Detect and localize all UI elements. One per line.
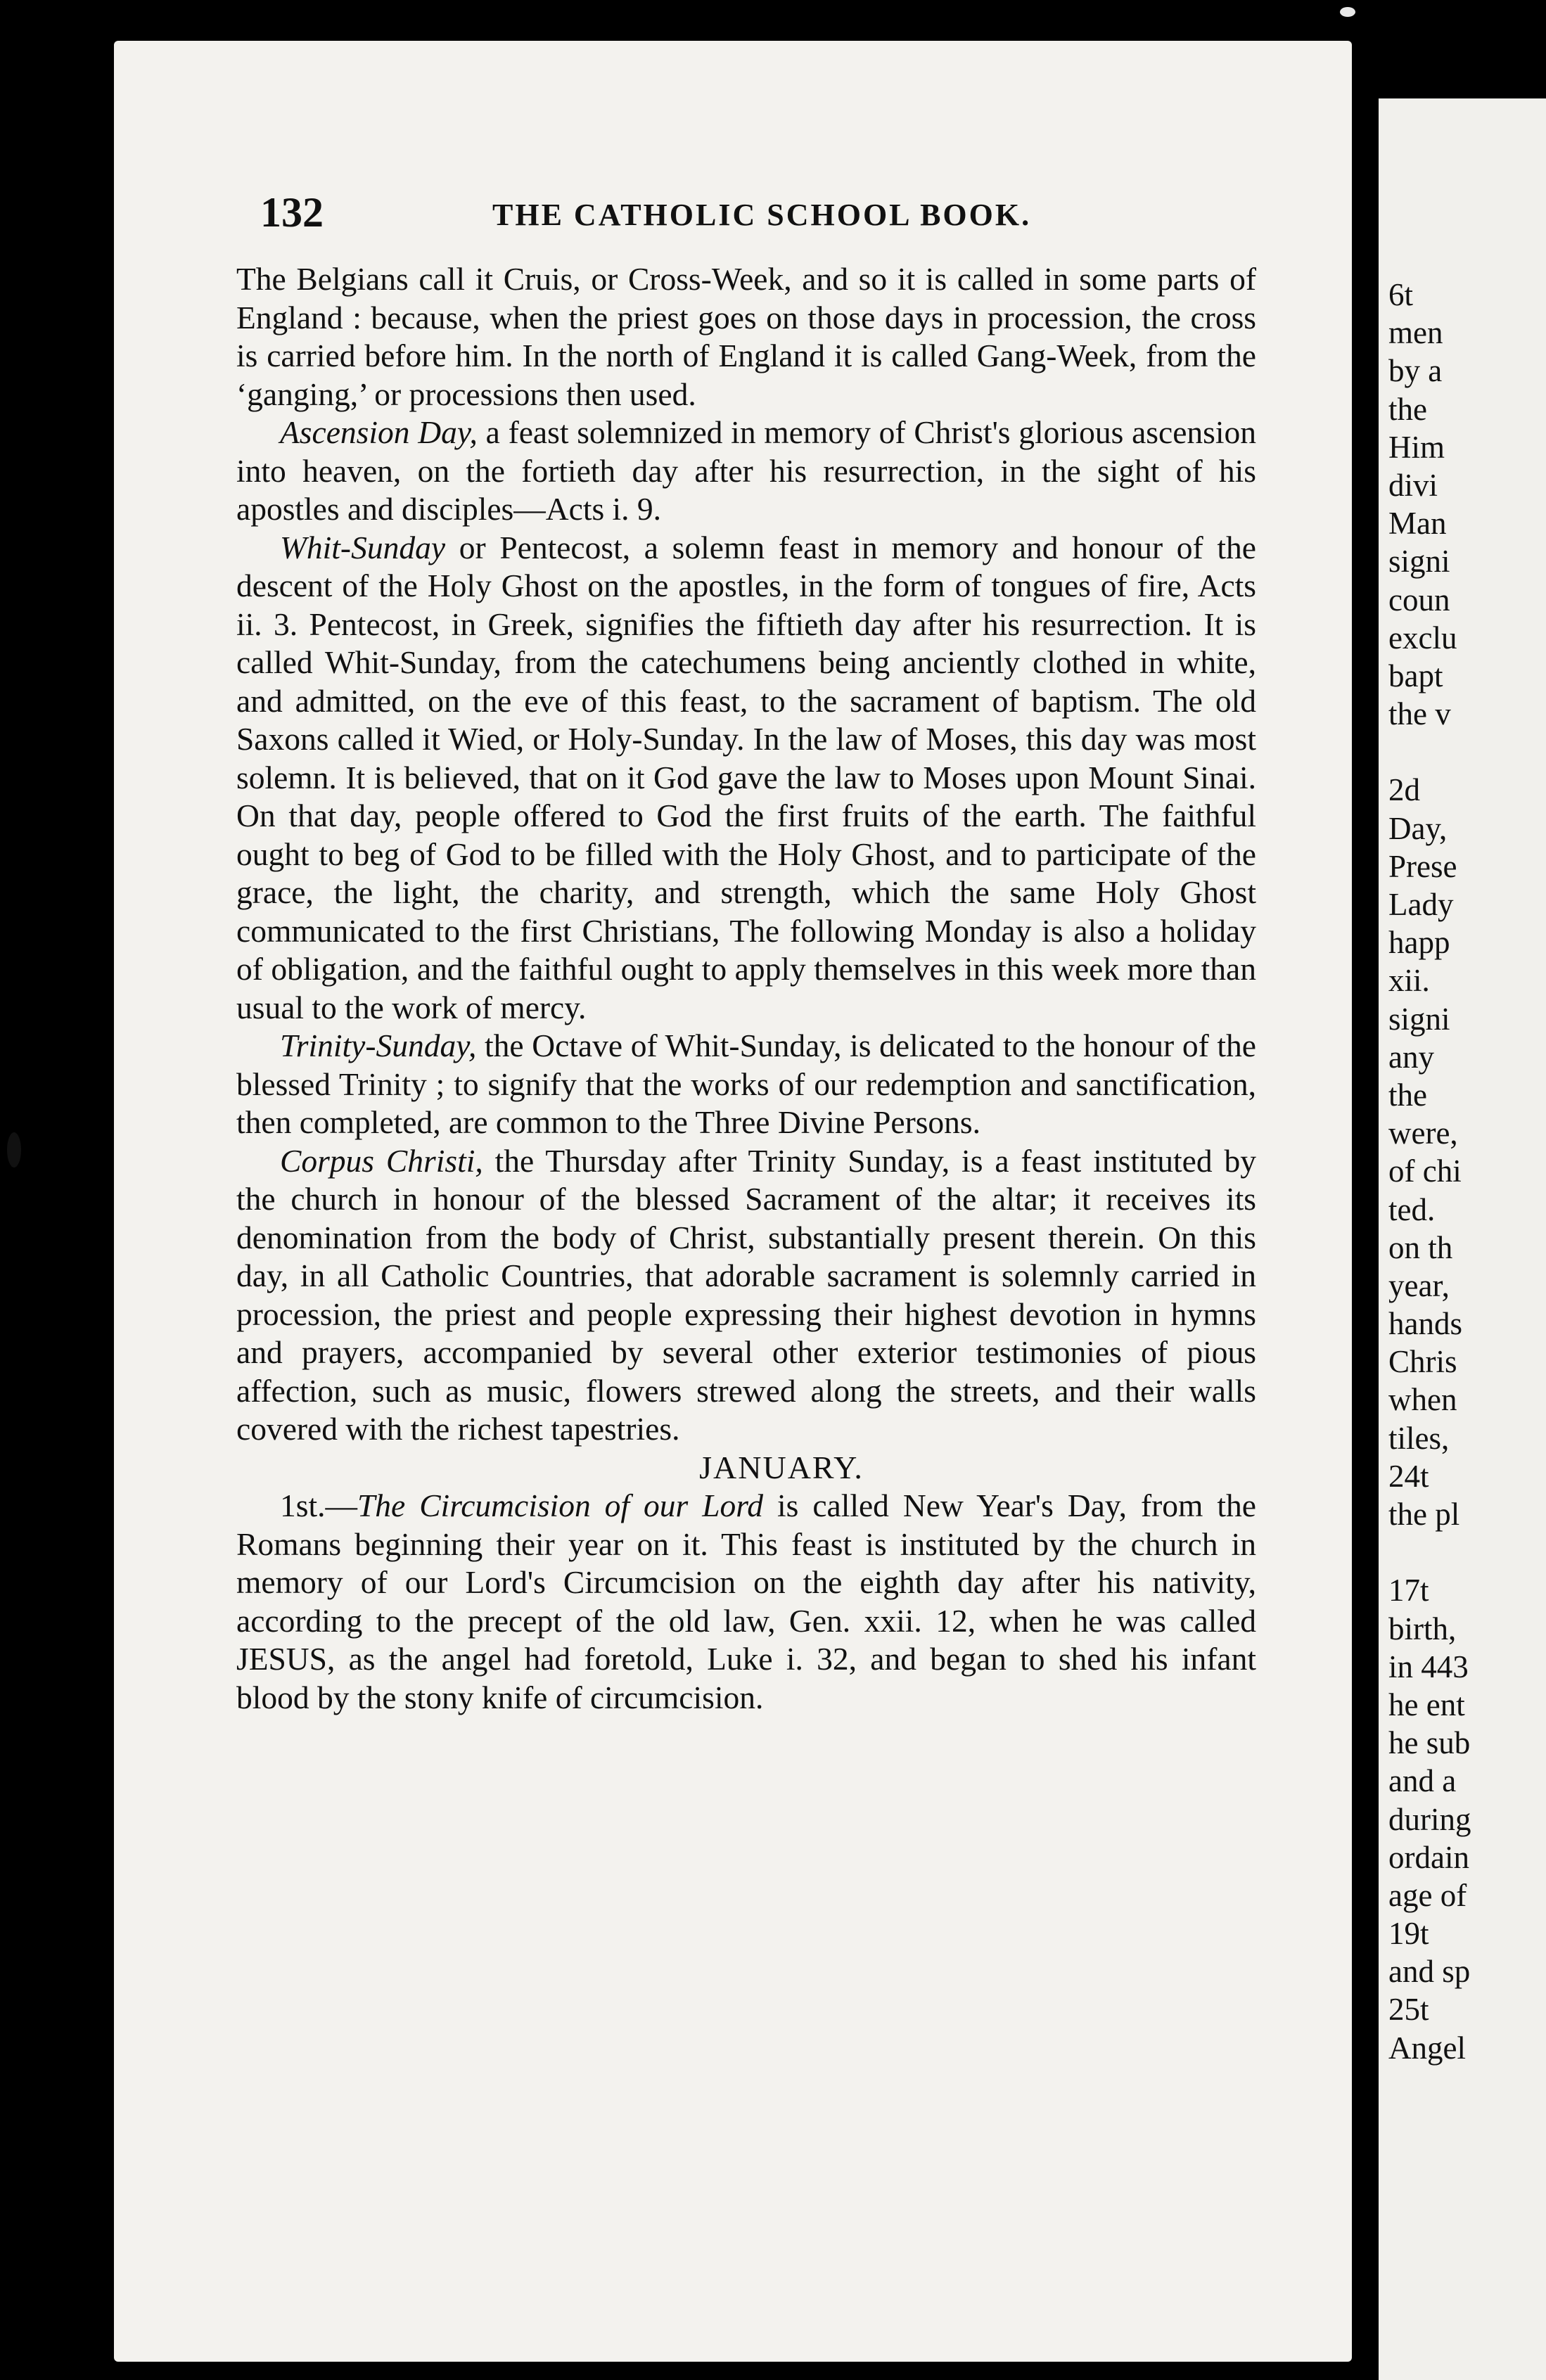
facing-page-line: were, <box>1388 1115 1458 1151</box>
feast-name: Corpus Christi, <box>280 1142 483 1179</box>
page-number: 132 <box>260 189 324 236</box>
page-header <box>260 188 1259 245</box>
entry-date: 1st.— <box>280 1488 357 1523</box>
facing-page-line: and sp <box>1388 1954 1471 1990</box>
facing-page-line: 2d <box>1388 772 1420 808</box>
facing-page-line: divi <box>1388 467 1438 503</box>
paragraph <box>236 260 1256 414</box>
feast-name: The Circumcision of our Lord <box>357 1488 764 1523</box>
facing-page-line: men <box>1388 315 1443 351</box>
paragraph-text: the Octave of Whit-Sunday, is delicated to the honour of the blessed Trinity ; to signify that the works of our redemption and sanctification, then completed, are common to the Three Divine Persons. <box>236 1028 1256 1140</box>
facing-page-text <box>1388 276 1546 2067</box>
paragraph <box>236 1027 1256 1142</box>
facing-page-line: in 443 <box>1388 1649 1469 1684</box>
facing-page-line: coun <box>1388 582 1450 618</box>
facing-page-line: happ <box>1388 925 1450 961</box>
facing-page-line: signi <box>1388 1001 1450 1037</box>
running-title: THE CATHOLIC SCHOOL BOOK. <box>492 198 1032 232</box>
facing-page-line: signi <box>1388 544 1450 580</box>
facing-page-line: year, <box>1388 1267 1450 1303</box>
facing-page-line: ordain <box>1388 1839 1469 1875</box>
paragraph-text: a feast solemnized in memory of Christ's glorious ascension into heaven, on the fortieth day after his resurrection, in the sight of his apostles and disciples—Acts i. 9. <box>236 414 1256 527</box>
section-heading: JANUARY. <box>699 1449 864 1485</box>
paragraph <box>236 414 1256 529</box>
facing-page-line: exclu <box>1388 620 1457 655</box>
facing-page-line: ted. <box>1388 1191 1436 1227</box>
facing-page-line: 6t <box>1388 277 1414 312</box>
facing-page-line: Prese <box>1388 848 1457 884</box>
facing-page-line: by a <box>1388 353 1443 389</box>
facing-page-line: tiles, <box>1388 1420 1450 1456</box>
paragraph-text: or Pentecost, a solemn feast in memory and honour of the descent of the Holy Ghost on the apostles, in the form of tongues of fire, Acts ii. 3. Pentecost, in Greek, signifies the fiftieth day after his resurrection. It is called Whit-Sunday, from the catechumens being anciently clothed in white, and admitted, on the eve of this feast, to the sacrament of baptism. The old Saxons called it Wied, or Holy-Sunday. In the law of Moses, this day was most solemn. It is believed, that on it God gave the law to Moses upon Mount Sinai. On that day, people offered to God the first fruits of the earth. The faithful ought to beg of God to be filled with the Holy Ghost, and to participate of the grace, the light, the charity, and strength, which the same Holy Ghost communicated to the first Christians, The following Monday is also a holiday of obligation, and the faithful ought to apply themselves in this week more than usual to the work of mercy. <box>236 529 1256 1025</box>
feast-name: Ascension Day, <box>280 414 478 450</box>
facing-page-line: Him <box>1388 429 1445 465</box>
facing-page-line: 24t <box>1388 1458 1429 1494</box>
facing-page-line: and a <box>1388 1763 1457 1799</box>
facing-page-line: Man <box>1388 506 1447 542</box>
facing-page-line: bapt <box>1388 658 1443 693</box>
facing-page-line: the v <box>1388 696 1451 732</box>
facing-page-line: he ent <box>1388 1687 1465 1722</box>
facing-page-line: Lady <box>1388 887 1454 922</box>
corner-mark <box>1340 7 1355 17</box>
facing-page-line: the <box>1388 391 1427 427</box>
facing-page-line: birth, <box>1388 1611 1457 1646</box>
facing-page-line: on th <box>1388 1229 1453 1265</box>
facing-page-line: when <box>1388 1382 1457 1418</box>
facing-page-line: the <box>1388 1077 1427 1113</box>
paragraph-text: The Belgians call it Cruis, or Cross-Week, and so it is called in some parts of England : because, when the priest goes on those days in procession, the cross is carried before him. In the north of England it is called Gang-Week, from the ‘ganging,’ or processions then used. <box>236 261 1256 412</box>
facing-page-line: Day, <box>1388 810 1448 846</box>
feast-name: Trinity-Sunday, <box>280 1028 477 1063</box>
body-text <box>236 260 1256 1717</box>
facing-page-line: hands <box>1388 1306 1462 1342</box>
facing-page-line: during <box>1388 1801 1471 1837</box>
paragraph <box>236 1142 1256 1449</box>
paragraph <box>236 1487 1256 1717</box>
feast-name: Whit-Sunday <box>280 529 446 565</box>
facing-page-line: Chris <box>1388 1344 1457 1380</box>
facing-page-line: 17t <box>1388 1573 1429 1608</box>
facing-page-line: 25t <box>1388 1992 1429 2028</box>
paragraph-text: is called New Year's Day, from the Romans beginning their year on it. This feast is instituted by the church in memory of our Lord's Circumcision on the eighth day after his nativity, according to the precept of the old law, Gen. xxii. 12, when he was called JESUS, as the angel had foretold, Luke i. 32, and began to shed his infant blood by the stony knife of circumcision. <box>236 1488 1256 1715</box>
facing-page-line: he sub <box>1388 1725 1471 1761</box>
facing-page-line: 19t <box>1388 1916 1429 1952</box>
facing-page-line: of chi <box>1388 1153 1462 1189</box>
facing-page-line: age of <box>1388 1877 1467 1913</box>
facing-page-line: any <box>1388 1039 1434 1075</box>
facing-page-line: Angel <box>1388 2030 1466 2066</box>
paragraph <box>236 529 1256 1028</box>
facing-page-line: the pl <box>1388 1497 1460 1532</box>
facing-page-line <box>1388 1533 1546 1571</box>
facing-page-line: xii. <box>1388 963 1430 999</box>
facing-page-line <box>1388 733 1546 771</box>
edge-mark <box>7 1132 21 1167</box>
paragraph-text: the Thursday after Trinity Sunday, is a feast instituted by the church in honour of the blessed Sacrament of the altar; it receives its denomination from the body of Christ, substantially present therein. On this day, in all Catholic Countries, that adorable sacrament is solemnly carried in procession, the priest and people expressing their highest devotion in hymns and prayers, accompanied by several other exterior testimonies of pious affection, such as music, flowers strewed along the streets, and their walls covered with the richest tapestries. <box>236 1142 1257 1447</box>
facing-page <box>1379 98 1546 2380</box>
